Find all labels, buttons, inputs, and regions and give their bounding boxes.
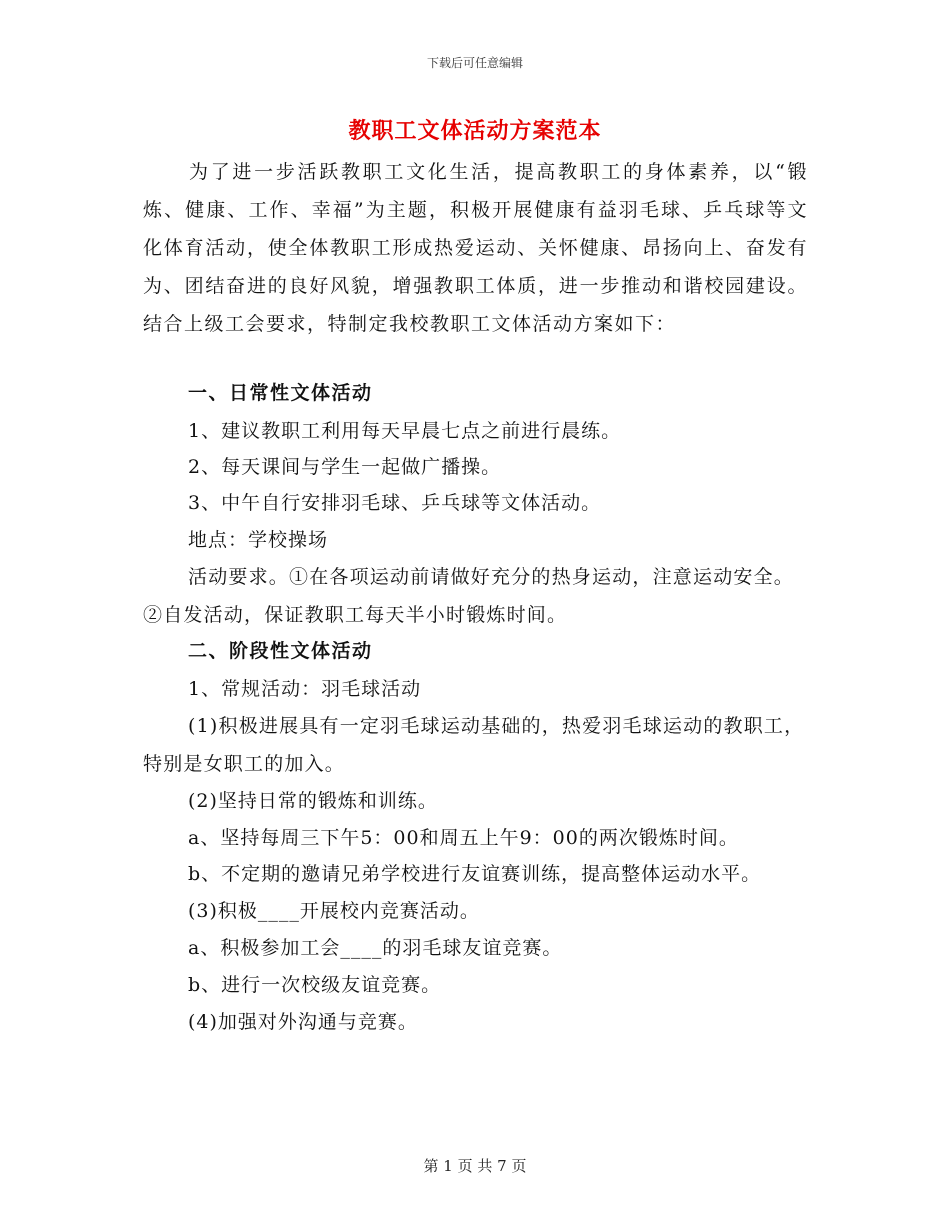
section1-heading: 一、日常性文体活动 — [188, 382, 373, 404]
document-title: 教职工文体活动方案范本 — [348, 118, 602, 144]
section2-sub3a: a、积极参加工会____的羽毛球友谊竞赛。 — [188, 937, 563, 959]
section2-sub4: (4)加强对外沟通与竞赛。 — [188, 1011, 418, 1033]
section2-sub2b: b、不定期的邀请兄弟学校进行友谊赛训练，提高整体运动水平。 — [188, 863, 762, 885]
section2-sub1: (1)积极进展具有一定羽毛球运动基础的，热爱羽毛球运动的教职工，特别是女职工的加入。 — [143, 715, 805, 775]
section2-item1: 1、常规活动：羽毛球活动 — [188, 678, 422, 700]
page-footer: 第 1 页 共 7 页 — [423, 1157, 527, 1175]
header-note: 下载后可任意编辑 — [426, 56, 523, 70]
section2-sub2: (2)坚持日常的锻炼和训练。 — [188, 790, 438, 812]
section2-sub2a: a、坚持每周三下午5：00和周五上午9：00的两次锻炼时间。 — [188, 827, 739, 849]
section2-sub3: (3)积极____开展校内竞赛活动。 — [188, 900, 480, 922]
section1-location: 地点：学校操场 — [188, 529, 329, 551]
intro-paragraph: 为了进一步活跃教职工文化生活，提高教职工的身体素养，以“锻炼、健康、工作、幸福”为主题，积极开展健康有益羽毛球、乒乓球等文化体育活动，使全体教职工形成热爱运动、关怀健康、昂扬向上、奋发有为、团结奋进的良好风貌，增强教职工体质，进一步推动和谐校园建设。结合上级工会要求，特制定我校教职工文体活动方案如下： — [143, 161, 808, 335]
section1-item3: 3、中午自行安排羽毛球、乒乓球等文体活动。 — [188, 492, 602, 514]
section2-sub3b: b、进行一次校级友谊竞赛。 — [188, 974, 442, 996]
section1-requirements: 活动要求。①在各项运动前请做好充分的热身运动，注意运动安全。②自发活动，保证教职工每天半小时锻炼时间。 — [143, 566, 795, 626]
intro-block — [143, 153, 808, 343]
section2-heading: 二、阶段性文体活动 — [188, 640, 373, 662]
section1-item1: 1、建议教职工利用每天早晨七点之前进行晨练。 — [188, 420, 622, 442]
section1-item2: 2、每天课间与学生一起做广播操。 — [188, 456, 502, 478]
